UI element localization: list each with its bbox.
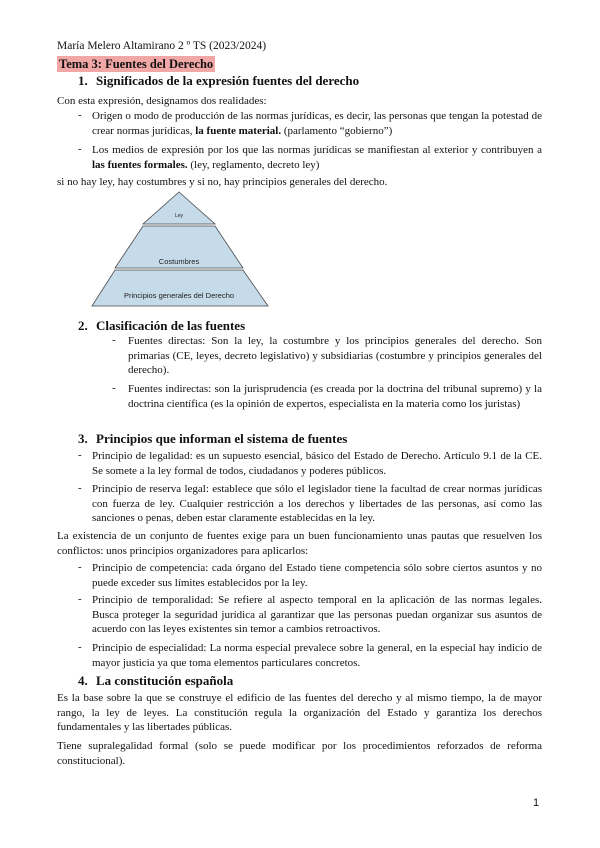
section-1-item-1 — [92, 109, 542, 138]
section-2-heading — [78, 318, 245, 334]
pyramid-top-label: Ley — [174, 213, 184, 219]
section-2-item-1: Fuentes directas: Son la ley, la costumbre y los principios generales del derecho. Son primarias (CE, leyes, decreto legislativo) y subsidiarias (costumbre y principios generales del derecho). — [128, 335, 542, 377]
section-4-paragraph-2: Tiene supralegalidad formal (solo se puede modificar por los procedimientos reforzados de reforma constitucional). — [57, 740, 542, 767]
section-4-heading — [78, 673, 233, 689]
section-3-item-4: Principio de temporalidad: Se refiere al aspecto temporal en la aplicación de las normas legales. Busca proteger la seguridad jurídica al garantizar que las personas puedan organizar sus asuntos de acuerdo con las leyes existentes sin temor a cambios retroactivos. — [92, 594, 542, 636]
section-3-item-1: Principio de legalidad: es un supuesto esencial, básico del Estado de Derecho. Artículo 9.1 de la CE. Se somete a la ley formal de todos, ciudadanos y poderes públicos. — [92, 450, 542, 477]
section-2-number: 2. — [78, 318, 88, 333]
section-4-paragraph-1: Es la base sobre la que se construye el edificio de las fuentes del derecho y al mismo tiempo, la de mayor rango, la ley de leyes. La constitución regula la organización del Estado y garantiza los derechos fundamentales y las libertades públicas. — [57, 692, 542, 734]
section-3-item-2: Principio de reserva legal: establece que sólo el legislador tiene la facultad de crear normas jurídicas con fuerza de ley. Cualquier restricción a los derechos y libertades de las personas, así como las sanciones o penas, deben estar claramente establecidas en la ley. — [92, 483, 542, 525]
item-text: (parlamento “gobierno”) — [281, 124, 393, 137]
bullet-dash: - — [112, 334, 116, 346]
pyramid-top-layer — [143, 192, 215, 224]
bullet-dash: - — [78, 449, 82, 461]
section-1-item-2 — [92, 143, 542, 172]
section-3-title: Principios que informan el sistema de fuentes — [96, 431, 348, 446]
item-text: Origen o modo de producción de las normas jurídicas, es decir, las personas que tengan la potestad de crear normas jurídicas, — [92, 110, 542, 137]
bullet-dash: - — [78, 561, 82, 573]
item-text: Los medios de expresión por los que las normas jurídicas se manifiestan al exterior y contribuyen a — [92, 144, 542, 156]
author-header: María Melero Altamirano 2 º TS (2023/2024) — [57, 40, 267, 52]
section-4-title: La constitución española — [96, 673, 234, 688]
pyramid-bottom-layer — [92, 270, 268, 306]
pyramid-middle-label: Costumbres — [158, 257, 200, 266]
section-1-number: 1. — [78, 73, 88, 88]
page-number: 1 — [533, 797, 540, 809]
section-3-item-5: Principio de especialidad: La norma especial prevalece sobre la general, en la especial hay indicio de mayor justicia ya que toma elementos particulares concretos. — [92, 642, 542, 669]
section-3-number: 3. — [78, 431, 88, 446]
section-1-title: Significados de la expresión fuentes del derecho — [96, 73, 360, 88]
pyramid-bottom-label: Principios generales del Derecho — [123, 291, 235, 300]
section-4-number: 4. — [78, 673, 88, 688]
bullet-dash: - — [78, 641, 82, 653]
bullet-dash: - — [78, 593, 82, 605]
section-1-heading — [78, 73, 359, 89]
section-1-after: si no hay ley, hay costumbres y si no, hay principios generales del derecho. — [57, 176, 388, 188]
section-2-item-2: Fuentes indirectas: son la jurisprudencia (es creada por la doctrina del tribunal supremo) y la doctrina científica (es la opinión de expertos, especialista en la materia como los juristas) — [128, 383, 542, 410]
topic-title: Tema 3: Fuentes del Derecho — [59, 57, 214, 71]
item-bold-term: la fuente material. — [195, 124, 282, 137]
item-bold-term: las fuentes formales. — [92, 158, 188, 171]
sources-pyramid-diagram — [90, 190, 270, 308]
section-3-item-3: Principio de competencia: cada órgano del Estado tiene competencia sólo sobre ciertos asuntos y no puede exceder sus límites establecidos por la ley. — [92, 562, 542, 589]
bullet-dash: - — [78, 143, 82, 155]
bullet-dash: - — [78, 109, 82, 121]
section-3-heading — [78, 431, 347, 447]
section-1-intro: Con esta expresión, designamos dos realidades: — [57, 95, 267, 107]
section-3-paragraph: La existencia de un conjunto de fuentes exige para un buen funcionamiento unas pautas que resuelven los conflictos: unos principios organizadores para aplicarlos: — [57, 530, 542, 557]
item-text: (ley, reglamento, decreto ley) — [187, 158, 320, 171]
section-2-title: Clasificación de las fuentes — [96, 318, 246, 333]
bullet-dash: - — [112, 382, 116, 394]
bullet-dash: - — [78, 482, 82, 494]
